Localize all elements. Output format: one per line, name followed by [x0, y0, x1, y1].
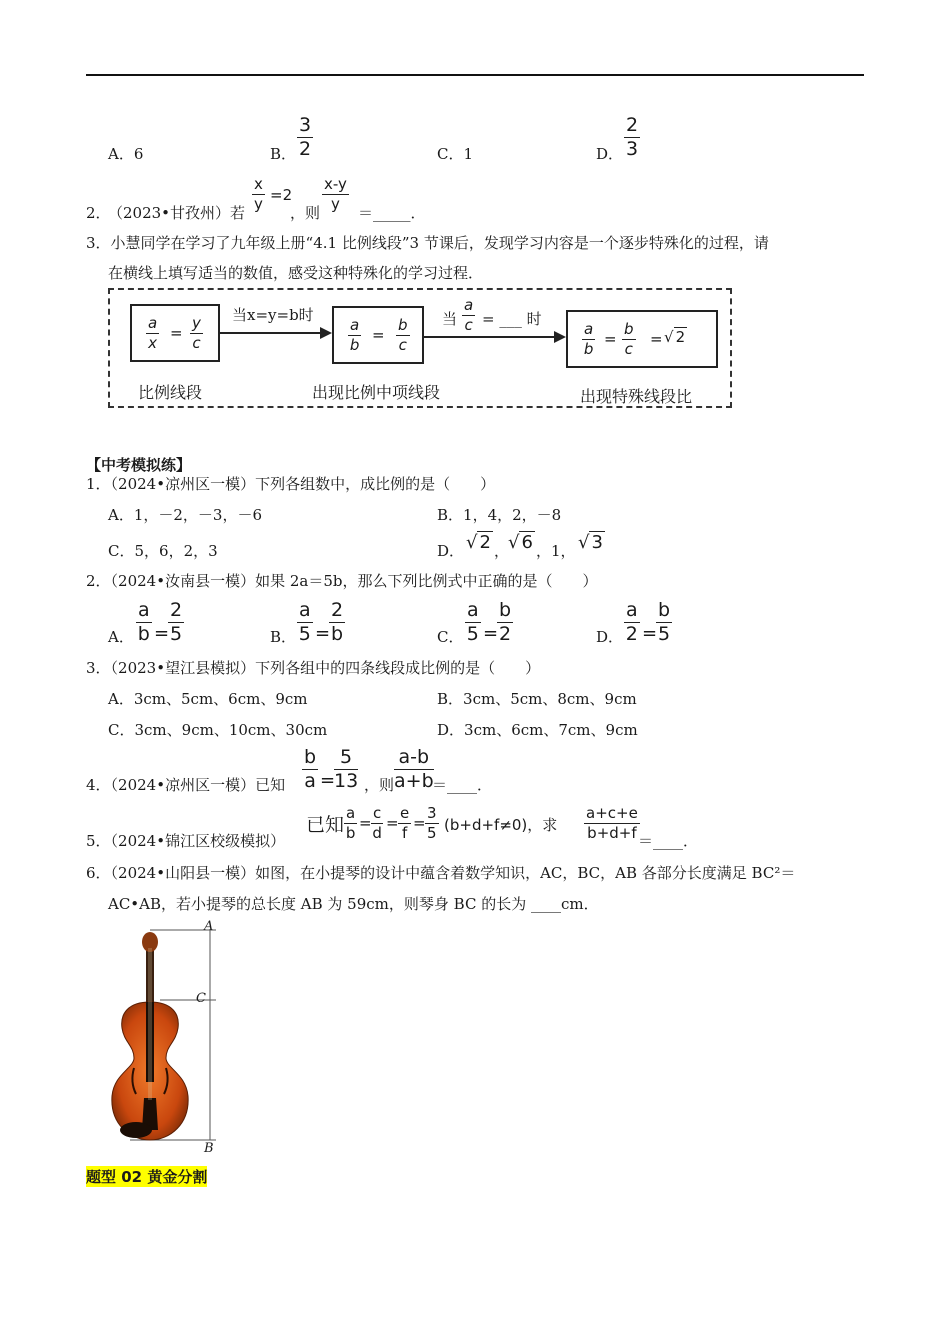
box3-sqrt: √ 2 — [664, 328, 686, 346]
mq4-f3-den: a+b — [394, 770, 434, 792]
q2-frac2-den: y — [331, 195, 340, 213]
box3-b2: b — [624, 320, 634, 338]
option-d-num: 2 — [626, 114, 639, 136]
mq2-a-frac1 — [136, 601, 152, 644]
box3-c: c — [624, 340, 633, 358]
mq5-f1 — [344, 806, 357, 841]
caption-1: 比例线段 — [138, 383, 203, 402]
mq2-b-frac2 — [329, 601, 345, 644]
mq3-stem: 3．（2023•望江县模拟）下列各组中的四条线段成比例的是（ ） — [86, 659, 541, 677]
mq2-a-n1: a — [138, 599, 150, 621]
mq2-b-n2: 2 — [331, 599, 344, 621]
mq2-b-label: B． — [270, 628, 297, 646]
q2-number: 2． — [86, 204, 111, 222]
box2-a: a — [350, 316, 360, 334]
diagram-box-2 — [332, 306, 424, 364]
q2-eq: =2 — [270, 186, 293, 204]
mq2-c-frac2 — [497, 601, 513, 644]
diagram-box-1 — [130, 304, 220, 362]
mq2-d-d2: 5 — [657, 623, 671, 645]
mq3-option-c: C．3cm、9cm、10cm、30cm — [108, 721, 328, 739]
arrow2-head — [554, 331, 566, 343]
mq1-option-b: B．1，4，2，－8 — [437, 506, 562, 524]
mq4-then: ，则 — [364, 776, 395, 794]
arrow1-label: 当x=y=b时 — [232, 306, 314, 324]
q2-source: （2023•甘孜州）若 — [108, 204, 246, 222]
box1-frac-left — [146, 316, 159, 351]
top-rule — [86, 74, 864, 76]
caption-2: 出现比例中项线段 — [312, 383, 441, 402]
box2-b2: b — [398, 316, 408, 334]
box2-b1: b — [349, 336, 360, 354]
arrow1-head — [320, 327, 332, 339]
mq2-stem: 2．（2024•汝南县一模）如果 2a＝5b，那么下列比例式中正确的是（ ） — [86, 572, 598, 590]
mq2-c-frac1 — [465, 601, 481, 644]
mq1-option-a: A．1，－2，－3，－6 — [108, 506, 263, 524]
box1-c: c — [192, 334, 201, 352]
mq5-f1d: b — [345, 824, 356, 842]
mq5-f5 — [584, 806, 640, 841]
mq2-a-eq: = — [154, 623, 170, 644]
mq1-d-r2: 6 — [521, 532, 533, 553]
option-d-fraction — [624, 116, 640, 159]
mq2-a-d1: b — [137, 623, 150, 645]
box1-x: x — [148, 334, 158, 352]
mq2-a-n2: 2 — [170, 599, 183, 621]
mq1-stem: 1．（2024•凉州区一模）下列各组数中，成比例的是（ ） — [86, 475, 496, 493]
mq2-d-eq: = — [642, 623, 658, 644]
mq2-b-d2: b — [331, 623, 344, 645]
box3-b1: b — [583, 340, 594, 358]
mq2-c-n1: a — [467, 599, 479, 621]
box1-y: y — [192, 314, 201, 332]
box2-c: c — [398, 336, 407, 354]
arrow2-suffix: = ___ 时 — [482, 310, 542, 328]
box1-eq: = — [170, 324, 183, 342]
mq2-a-frac2 — [168, 601, 184, 644]
mq5-blank: ＝____． — [638, 832, 699, 850]
mq5-eq1: = — [359, 814, 372, 832]
mq2-a-d2: 5 — [170, 623, 183, 645]
violin-chinrest — [120, 1122, 152, 1138]
section-title: 【中考模拟练】 — [86, 456, 192, 474]
option-b-fraction — [297, 116, 313, 159]
mq5-f5d: b+d+f — [587, 824, 637, 842]
option-c: C．1 — [437, 145, 474, 163]
mq5-f2n: c — [373, 804, 382, 822]
mq2-d-n1: a — [626, 599, 638, 621]
option-b-label: B． — [270, 145, 297, 163]
mq1-d-r1: 2 — [479, 532, 491, 553]
mq2-d-label: D． — [596, 628, 624, 646]
box3-eq2: = — [650, 330, 663, 348]
mq1-d-mid: ，1， — [536, 542, 576, 560]
box1-frac-right — [190, 316, 203, 351]
arrow2-line — [424, 336, 554, 338]
mq4-frac1 — [302, 748, 318, 791]
mq4-f3-num: a-b — [394, 748, 434, 770]
q2-frac2 — [322, 177, 349, 212]
section-golden-ratio: 题型 02 黄金分割 — [86, 1168, 208, 1186]
mq2-c-d1: 5 — [466, 623, 479, 645]
arrow1-line — [220, 332, 320, 334]
mq5-f4 — [425, 806, 439, 841]
box3-a: a — [584, 320, 594, 338]
arrow2-den: c — [464, 316, 473, 334]
arrow2-num: a — [464, 296, 474, 314]
box2-frac-left — [348, 318, 361, 353]
label-b: B — [204, 1141, 214, 1156]
mq2-d-n2: b — [658, 599, 671, 621]
mq1-d-root2: √ 6 — [508, 532, 533, 553]
mq2-b-frac1 — [297, 601, 313, 644]
mq4-frac2 — [334, 748, 358, 791]
mq4-blank: ＝____． — [432, 776, 493, 794]
box3-eq: = — [604, 330, 617, 348]
mq2-b-d1: 5 — [298, 623, 311, 645]
option-a: A．6 — [108, 145, 144, 163]
mq2-c-label: C． — [437, 628, 464, 646]
mq5-f3 — [398, 806, 411, 841]
mq2-d-frac2 — [656, 601, 672, 644]
option-b-den: 2 — [299, 138, 312, 160]
mq5-f4n: 3 — [427, 804, 437, 822]
violin-scroll — [142, 932, 158, 952]
q2-frac1 — [252, 177, 265, 212]
mq5-condition: (b+d+f≠0)，求 — [444, 816, 558, 834]
mq5-known: 已知 — [306, 814, 345, 836]
mq4-prefix: 4．（2024•凉州区一模）已知 — [86, 776, 286, 794]
mq5-eq2: = — [386, 814, 399, 832]
mq2-a-label: A． — [108, 628, 134, 646]
caption-3: 出现特殊线段比 — [580, 387, 693, 406]
arrow2-prefix: 当 — [442, 310, 458, 328]
mq2-c-n2: b — [499, 599, 512, 621]
diagram-box-3 — [566, 310, 718, 368]
q3-line2: 在横线上填写适当的数值，感受这种特殊化的学习过程． — [108, 264, 484, 282]
option-d-label: D． — [596, 145, 624, 163]
q2-then: ，则 — [290, 204, 321, 222]
mq5-f2d: d — [372, 824, 382, 842]
mq4-f1-den: a — [304, 770, 316, 792]
box3-frac-left — [582, 322, 595, 357]
violin-fingerboard — [146, 1002, 154, 1082]
mq2-c-d2: 2 — [498, 623, 512, 645]
option-d-den: 3 — [626, 138, 639, 160]
box3-frac-right — [622, 322, 636, 357]
q2-blank: ＝_____． — [358, 204, 426, 222]
mq5-eq3: = — [413, 814, 426, 832]
mq2-d-d1: 2 — [625, 623, 638, 645]
mq3-option-b: B．3cm、5cm、8cm、9cm — [437, 690, 637, 708]
q2-frac1-den: y — [254, 195, 263, 213]
mq1-option-d-label: D． — [437, 542, 465, 560]
mq6-line1: 6．（2024•山阳县一模）如图，在小提琴的设计中蕴含着数学知识，AC，BC，AB 各部分长度满足 BC²＝ — [86, 864, 796, 882]
mq4-eq: = — [320, 770, 336, 791]
arrow2-fraction — [462, 298, 475, 333]
mq2-d-frac1 — [624, 601, 640, 644]
mq1-d-root3: √ 3 — [578, 532, 603, 553]
box3-root: 2 — [675, 328, 686, 346]
mq5-f1n: a — [346, 804, 356, 822]
q3-line1: 3．小慧同学在学习了九年级上册“4.1 比例线段”3 节课后，发现学习内容是一个逐步特殊化的过程，请 — [86, 234, 769, 252]
mq1-d-root1: √ 2 — [466, 532, 491, 553]
mq3-option-a: A．3cm、5cm、6cm、9cm — [108, 690, 308, 708]
mq6-line2: AC•AB，若小提琴的总长度 AB 为 59cm，则琴身 BC 的长为 ____cm． — [108, 895, 599, 913]
mq4-f2-den: 13 — [334, 770, 359, 792]
mq5-f3n: e — [400, 804, 410, 822]
label-c: C — [196, 991, 206, 1006]
mq5-f4d: 5 — [427, 824, 437, 842]
box2-frac-right — [396, 318, 410, 353]
mq5-f2 — [371, 806, 383, 841]
box2-eq: = — [372, 326, 385, 344]
q2-frac2-num: x-y — [324, 175, 347, 193]
box1-a: a — [148, 314, 158, 332]
mq2-c-eq: = — [483, 623, 499, 644]
mq2-b-eq: = — [315, 623, 331, 644]
mq5-f3d: f — [401, 824, 408, 842]
label-a: A — [204, 919, 214, 934]
mq3-option-d: D．3cm、6cm、7cm、9cm — [437, 721, 638, 739]
mq5-f5n: a+c+e — [586, 804, 638, 822]
violin-figure — [100, 918, 230, 1158]
mq1-option-c: C．5，6，2，3 — [108, 542, 218, 560]
option-b-num: 3 — [299, 114, 312, 136]
mq1-d-r3: 3 — [591, 532, 603, 553]
mq4-frac3 — [394, 748, 434, 791]
q2-frac1-num: x — [254, 175, 263, 193]
mq2-b-n1: a — [299, 599, 311, 621]
mq5-prefix: 5．（2024•锦江区校级模拟） — [86, 832, 286, 850]
mq4-f2-num: 5 — [334, 748, 358, 770]
mq4-f1-num: b — [304, 746, 317, 768]
